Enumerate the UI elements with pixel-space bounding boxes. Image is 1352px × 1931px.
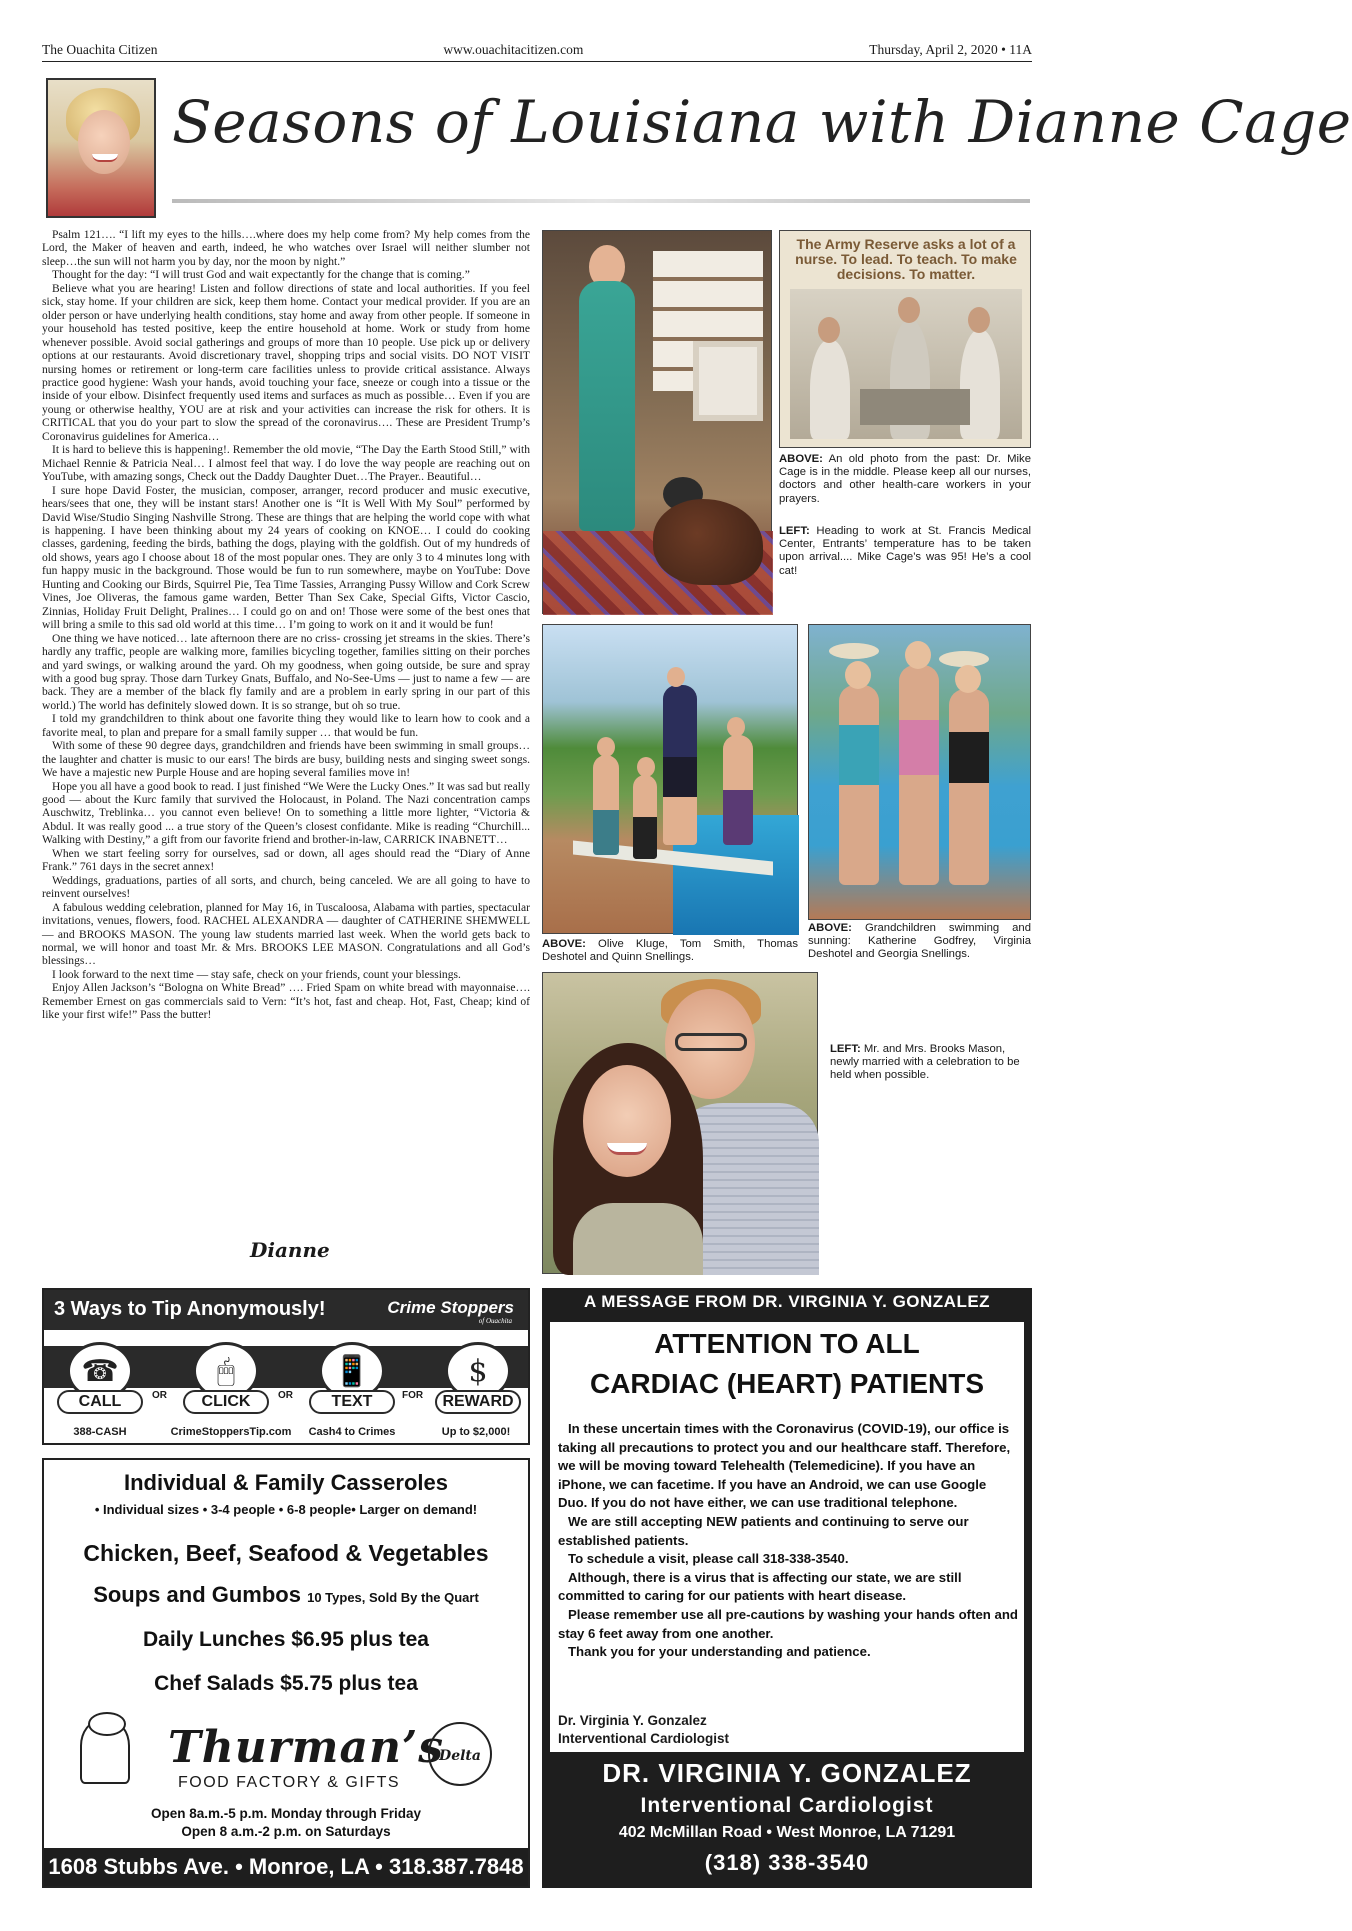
article-paragraph: It is hard to believe this is happening!. Remember the old movie, “The Day the Earth Stood Still,” with Michael Rennie & Patricia Neal… I almost feel that way. I do love the way people are reaching out on YouTube, with amazing songs, Check out the Daddy Daughter Duet…The Prayer.. Beautiful… (42, 444, 530, 484)
columnist-portrait (46, 78, 156, 218)
thurmans-logo: Thurman’s (168, 1722, 445, 1773)
mouse-icon: 🖱 (193, 1342, 259, 1400)
text-label: TEXT (309, 1390, 395, 1414)
photo-doctor-scrubs (542, 230, 772, 614)
soups-note: 10 Types, Sold By the Quart (307, 1590, 479, 1605)
article-paragraph: When we start feeling sorry for ourselves, sad or down, all ages should read the “Diary of Anne Frank.” 761 days in the secret annex! (42, 847, 530, 874)
article-paragraph: Psalm 121…. “I lift my eyes to the hills….where does my help come from? My help comes from the Lord, the Maker of heaven and earth, indeed, he who watches over Israel will neither slumber not sleep…the sun will not harm you by day, nor the moon by night.” (42, 229, 530, 268)
weekday-hours: Open 8a.m.-5 p.m. Monday through Friday (150, 1806, 422, 1821)
article-paragraph: A fabulous wedding celebration, planned for May 16, in Tuscaloosa, Alabama with parties, spectacular invitations, venues, flowers, food. RACHEL ALEXANDRA — daughter of CATHERINE SHEMWELL — and BROOKS MASON. The young law students married last week. When the world gets back to normal, we will honor and toast Mr. & Mrs. BROOKS LEE MASON. Congratulations and all God’s blessings… (42, 901, 530, 968)
notice-body (558, 1420, 1018, 1662)
tip-call-option[interactable] (52, 1342, 148, 1414)
notice-paragraph: Although, there is a virus that is affecting our state, we are still committed to caring for our patients with heart disease. (558, 1569, 962, 1604)
notice-paragraph: To schedule a visit, please call 318-338-3540. (568, 1551, 849, 1567)
money-bag-icon: $ (445, 1342, 511, 1400)
tip-click-option[interactable] (178, 1342, 274, 1414)
caption-army-photo: ABOVE: An old photo from the past: Dr. Mike Cage is in the middle. Please keep all our nurses, doctors and other health-care workers in your prayers. (779, 453, 1031, 505)
article-paragraph: I told my grandchildren to think about one favorite thing they would like to learn how to cook and a favorite meal, to plan and prepare for a small family supper … that would be fun. (42, 713, 530, 739)
doctor-title: Interventional Cardiologist (558, 1731, 730, 1746)
best-of-delta-seal: Delta (428, 1722, 492, 1786)
casseroles-heading: Individual & Family Casseroles (123, 1470, 448, 1495)
footer-address: 402 McMillan Road • West Monroe, LA 71291 (618, 1824, 956, 1841)
call-label: CALL (57, 1390, 143, 1414)
photo-army-reserve-ad (779, 230, 1031, 448)
army-ad-headline: The Army Reserve asks a lot of a nurse. To lead. To teach. To make decisions. To matter. (795, 236, 1017, 282)
crime-stoppers-logo-sub: of Ouachita (478, 1317, 512, 1325)
date-page-number: Thursday, April 2, 2020 • 11A (869, 42, 1032, 57)
click-label: CLICK (183, 1390, 269, 1414)
or-label: OR (278, 1390, 293, 1401)
article-paragraph: One thing we have noticed… late afternoon there are no criss- crossing jet streams in the skies. There’s hardly any traffic, people are walking more, families bicycling together, families sitting on their porches and yard swings, or walking around the yard. Oh my goodness, when going outside, be sure and spray with a good bug spray. Those darn Turkey Gnats, Buffalo, and No-See-Ums — just to name a few — are back. They are a member of the black fly family and are a problem in early spring in our part of this world.) The world has definitely slowed down. It is so strange, but oh so true. (42, 632, 530, 712)
footer-doctor-name: DR. VIRGINIA Y. GONZALEZ (602, 1758, 972, 1788)
reward-amount: Up to $2,000! (441, 1426, 511, 1438)
or-label: OR (152, 1390, 167, 1401)
caption-couple-photo: LEFT: Mr. and Mrs. Brooks Mason, newly married with a celebration to be held when possible. (830, 1043, 1020, 1082)
photo-girls-pool (808, 624, 1031, 920)
caption-girls-photo: ABOVE: Grandchildren swimming and sunning: Katherine Godfrey, Virginia Deshotel and Georgia Snellings. (808, 922, 1031, 961)
reward-label: REWARD (435, 1390, 521, 1414)
thurmans-subtitle: FOOD FACTORY & GIFTS (177, 1774, 401, 1791)
soups-line (44, 1582, 528, 1608)
saturday-hours: Open 8 a.m.-2 p.m. on Saturdays (181, 1824, 391, 1839)
notice-paragraph: In these uncertain times with the Coronavirus (COVID-19), our office is taking all precautions to protect you and our healthcare staff. Therefore, we will be moving toward Telehealth (Telemedicine). If you have an iPhone, we can facetime. If you have an Android, we can use Google Duo. If you do not have either, we can use traditional telephone. (558, 1421, 1011, 1511)
article-paragraph: I sure hope David Foster, the musician, composer, arranger, record producer and music executive, hears/sees that one, they will be instant stars! Another one is “It is Well With My Soul” performed by David Wise/Studio Singing Nashville Strong. These are things that are helping the world cope with what is happening. I have been thinking about my 24 years of cooking on KNOE… I could do cooking classes, gardening, feeding the birds, bathing the dogs, playing with the goldfish. Out of my hundreds of old shows, years ago I choose about 18 of the most popular ones. They are only 3 to 4 minutes long with fun happy music in the background. Those would be fun to run somewhere, maybe on YouTube: Dove Hunting and Cooking our Birds, Squirrel Pie, Tea Time Tassies, Arranging Pussy Willow and Cork Screw Vines, Joe Oliveras, the famous game warden, Better Than Sex Cake, Special Gifts, Victor Cascio, Zinnias, Holiday Fruit Delight, Pralines… I could go on and on! Those were some of the best ones that will bring a smile to this sad old world at this time… I’m going to work on it and it would be fun! (42, 484, 531, 632)
crime-stoppers-ad[interactable] (42, 1288, 530, 1445)
menu-proteins: Chicken, Beef, Seafood & Vegetables (83, 1540, 489, 1566)
column-masthead (42, 74, 1352, 214)
chef-salads: Chef Salads $5.75 plus tea (154, 1672, 418, 1695)
tip-website[interactable]: CrimeStoppersTip.com (170, 1426, 292, 1438)
notice-paragraph: We are still accepting NEW patients and continuing to serve our established patients. (558, 1513, 969, 1548)
footer-doctor-title: Interventional Cardiologist (640, 1794, 934, 1817)
text-code: Cash4 to Crimes (308, 1426, 396, 1438)
author-signature: Dianne (250, 1238, 330, 1262)
daily-lunches: Daily Lunches $6.95 plus tea (143, 1628, 429, 1651)
caption-boys-photo: ABOVE: Olive Kluge, Tom Smith, Thomas Deshotel and Quinn Snellings. (542, 938, 798, 964)
phone-icon: ☎ (67, 1342, 133, 1400)
cardiologist-ad[interactable] (542, 1288, 1032, 1888)
crime-stoppers-title: 3 Ways to Tip Anonymously! (54, 1298, 326, 1320)
message-banner: A MESSAGE FROM DR. VIRGINIA Y. GONZALEZ (583, 1292, 991, 1311)
thurmans-address-phone: 1608 Stubbs Ave. • Monroe, LA • 318.387.7848 (44, 1848, 528, 1886)
page-folio (42, 40, 1032, 62)
photo-newlyweds (542, 972, 818, 1274)
casserole-sizes: • Individual sizes • 3-4 people • 6-8 people• Larger on demand! (94, 1502, 478, 1517)
masthead-divider (172, 199, 1030, 203)
article-paragraph: Thought for the day: “I will trust God and wait expectantly for the change that is coming.” (52, 269, 470, 282)
paper-name: The Ouachita Citizen (42, 42, 158, 57)
website-url[interactable]: www.ouachitacitizen.com (443, 42, 584, 57)
footer-phone[interactable]: (318) 338-3540 (704, 1850, 870, 1875)
call-number: 388-CASH (73, 1426, 127, 1438)
cellphone-icon: 📱 (319, 1342, 385, 1400)
cardiac-notice-panel (550, 1322, 1024, 1752)
column-article (42, 229, 530, 1023)
caption-doctor-photo: LEFT: Heading to work at St. Francis Medical Center, Entrants’ temperature has to be taken upon arrival.... Mike Cage’s was 95! He’s a cool cat! (779, 525, 1031, 577)
article-paragraph: With some of these 90 degree days, grandchildren and friends have been swimming in small groups… the laughter and chatter is music to our ears! The birds are busy, building nests and singing sweet songs. We have a majestic new Purple House and are hoping several families move in! (42, 740, 530, 780)
article-paragraph: Enjoy Allen Jackson’s “Bologna on White Bread” …. Fried Spam on white bread with mayonnaise…. Remember Ernest on gas commercials said to Vern: “It’s hot, fast and cheap. Hot, Fast, Cheap; kind of like your first wife!” Pass the butter! (42, 982, 530, 1022)
notice-signature (558, 1712, 729, 1748)
column-title: Seasons of Louisiana with Dianne Cage (172, 88, 1352, 156)
thurmans-food-ad[interactable] (42, 1458, 530, 1888)
chef-icon (80, 1720, 130, 1784)
attention-heading: ATTENTION TO ALL (654, 1328, 920, 1359)
notice-paragraph: Thank you for your understanding and patience. (568, 1644, 871, 1660)
soups-gumbos: Soups and Gumbos (93, 1582, 301, 1607)
doctor-name: Dr. Virginia Y. Gonzalez (558, 1713, 707, 1728)
tip-text-option[interactable] (304, 1342, 400, 1414)
article-paragraph: Weddings, graduations, parties of all sorts, and church, being canceled. We are all going to have to reinvent ourselves! (42, 874, 530, 901)
for-label: FOR (402, 1390, 424, 1401)
article-paragraph: Hope you all have a good book to read. I just finished “We Were the Lucky Ones.” It was sad but really good — about the Kurc family that survived the Holocaust, in Poland. The Nazi concentration camps Auschwitz, Treblinka… you cannot even believe! On to something a little more lighter, “Victoria & Abdul. It was really good ... a true story of the Queen’s closest confidante. Mike is reading “Churchill... Walking with Destiny,” a gift from our favorite friend and brother-in-law, CARRICK INABNETT… (42, 780, 530, 847)
notice-paragraph: Please remember use all pre-cautions by washing your hands often and stay 6 feet away from one another. (558, 1606, 1018, 1641)
tip-reward-option[interactable] (430, 1342, 526, 1414)
article-paragraph: I look forward to the next time — stay safe, check on your friends, count your blessings. (52, 968, 461, 981)
photo-boys-pool (542, 624, 798, 934)
article-paragraph: Believe what you are hearing! Listen and follow directions of state and local authorities. If you feel sick, stay home. If your children are sick, keep them home. Contact your medical provider. If you are an older person or have underlying health conditions, stay home and away from other people. If someone in your household has tested positive, keep the entire household at home. Work or study from home whenever possible. Avoid social gatherings and groups of more than 10 people. Use pick up or delivery options at our restaurants. Avoid discretionary travel, shopping trips and social visits. DO NOT VISIT nursing homes or retirement or long-term care facilities unless to provide critical assistance. Always practice good hygiene: Wash your hands, avoid touching your face, sneeze or cough into a tissue or the inside of your elbow. Disinfect frequently used items and surfaces as much as possible… Even if you are young or otherwise healthy, YOU are at risk and your activities can increase the risk for others. It is CRITICAL that you do your part to slow the spread of the coronavirus…. These are President Trump’s Coronavirus guidelines for America… (42, 282, 530, 443)
crime-stoppers-logo: Crime Stoppers (387, 1298, 514, 1317)
cardiac-patients-heading: CARDIAC (HEART) PATIENTS (589, 1368, 985, 1399)
